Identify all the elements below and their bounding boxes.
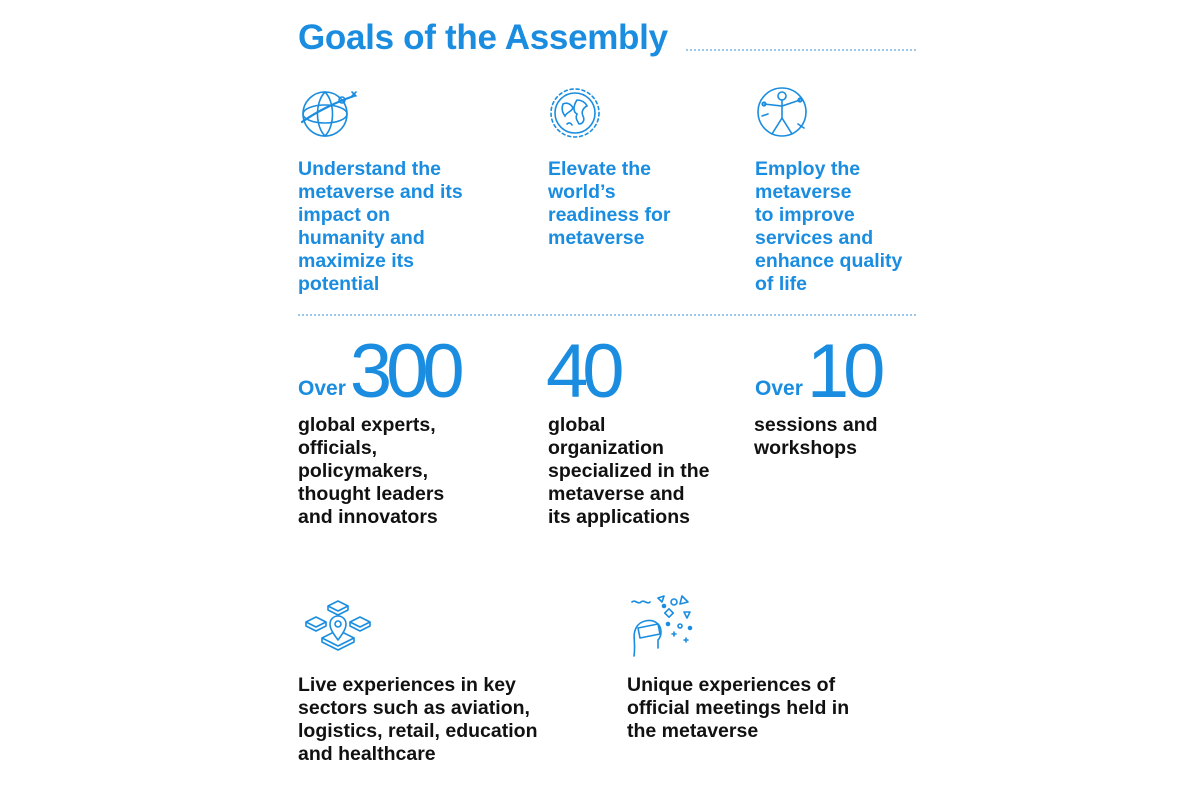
experience-line: logistics, retail, education xyxy=(298,720,538,742)
goal-line: maximize its xyxy=(298,250,414,272)
goal-line: to improve xyxy=(755,204,855,226)
experience-line: and healthcare xyxy=(298,743,436,765)
live-experiences-text xyxy=(298,674,537,766)
goal-line: enhance quality xyxy=(755,250,903,272)
goal-line: impact on xyxy=(298,204,391,226)
goal-line: readiness for xyxy=(548,204,671,226)
experience-line: Live experiences in key xyxy=(298,674,516,696)
goal-line: humanity and xyxy=(298,227,425,249)
stat-line: thought leaders xyxy=(298,483,445,505)
goal-understand xyxy=(298,158,463,296)
unique-experiences-text xyxy=(627,674,849,743)
experience-line: sectors such as aviation, xyxy=(298,697,530,719)
location-cubes-icon xyxy=(302,598,374,660)
stat-organizations-description xyxy=(548,414,709,529)
stat-line: metaverse and xyxy=(548,483,685,505)
stat-organizations xyxy=(546,329,619,414)
earth-globe-icon xyxy=(547,84,603,142)
experience-line: Unique experiences of xyxy=(627,674,836,696)
goal-line: metaverse xyxy=(755,181,852,203)
stat-sessions xyxy=(755,329,880,414)
goal-line: of life xyxy=(755,273,807,295)
goal-line: potential xyxy=(298,273,380,295)
goal-employ xyxy=(755,158,902,296)
stat-line: officials, xyxy=(298,437,378,459)
experience-line: official meetings held in xyxy=(627,697,850,719)
stat-line: its applications xyxy=(548,506,690,528)
stat-number: 40 xyxy=(546,329,619,414)
vr-headset-person-icon xyxy=(628,592,698,660)
vitruvian-person-icon xyxy=(754,84,810,140)
stat-line: workshops xyxy=(754,437,857,459)
goal-elevate xyxy=(548,158,670,250)
stat-sessions-description xyxy=(754,414,878,460)
section-dotted-divider xyxy=(298,314,916,316)
stat-line: specialized in the xyxy=(548,460,710,482)
goal-line: Employ the xyxy=(755,158,861,180)
stat-line: global xyxy=(548,414,606,436)
goal-line: Elevate the xyxy=(548,158,651,180)
stat-number: 10 xyxy=(806,329,880,414)
goal-line: world’s xyxy=(548,181,616,203)
goal-line: Understand the xyxy=(298,158,442,180)
experience-line: the metaverse xyxy=(627,720,759,742)
stat-prefix: Over xyxy=(298,377,346,400)
stat-experts xyxy=(298,329,459,414)
page-title: Goals of the Assembly xyxy=(298,18,668,57)
stat-prefix: Over xyxy=(755,377,803,400)
stat-line: policymakers, xyxy=(298,460,429,482)
stat-line: organization xyxy=(548,437,664,459)
goal-line: metaverse and its xyxy=(298,181,463,203)
stat-experts-description xyxy=(298,414,444,529)
stat-line: sessions and xyxy=(754,414,878,436)
globe-orbit-icon xyxy=(298,84,358,144)
title-dotted-divider xyxy=(686,49,916,51)
goal-line: services and xyxy=(755,227,874,249)
stat-number: 300 xyxy=(349,329,459,414)
stat-line: global experts, xyxy=(298,414,436,436)
goal-line: metaverse xyxy=(548,227,645,249)
stat-line: and innovators xyxy=(298,506,438,528)
